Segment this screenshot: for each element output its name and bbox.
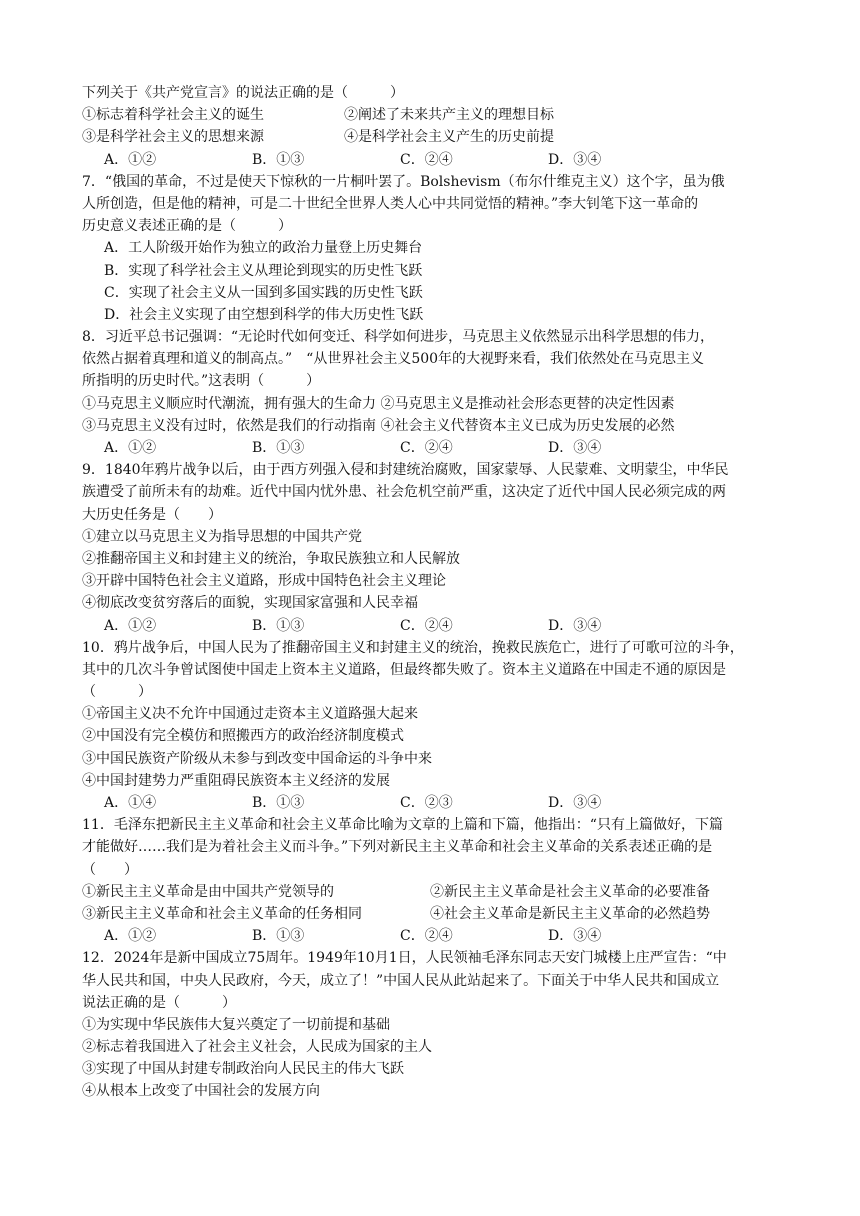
option-a: A．①② (104, 928, 157, 945)
option-a: A．①② (104, 151, 157, 168)
question-9 (82, 459, 782, 637)
option-c: C．实现了社会主义从一国到多国实践的历史性飞跃 (104, 284, 423, 301)
option-d: D．③④ (548, 440, 602, 456)
question-stem: 其中的几次斗争曾试图使中国走上资本主义道路，但最终都失败了。资本主义道路在中国走不通的原因是 (82, 661, 726, 678)
option-c: C．②④ (400, 928, 453, 945)
option-c: C．②④ (400, 151, 453, 168)
option-c: C．②③ (400, 795, 453, 811)
option-d: D．③④ (548, 151, 602, 168)
option-b: B．①③ (252, 928, 305, 945)
option-a: A．①④ (104, 795, 157, 811)
statement: ②推翻帝国主义和封建主义的统治，争取民族独立和人民解放 (82, 550, 460, 567)
option-c: C．②④ (400, 617, 453, 634)
question-stem: 9．1840年鸦片战争以后，由于西方列强入侵和封建统治腐败，国家蒙辱、人民蒙难、文明蒙尘，中华民 (82, 462, 729, 479)
statement-row: ③马克思主义没有过时，依然是我们的行动指南 ④社会主义代替资本主义已成为历史发展的必然 (82, 417, 675, 434)
statement: ③新民主主义革命和社会主义革命的任务相同 (82, 905, 362, 922)
statement-row: ①马克思主义顺应时代潮流，拥有强大的生命力 ②马克思主义是推动社会形态更替的决定性因素 (82, 395, 675, 412)
question-stem: 11．毛泽东把新民主主义革命和社会主义革命比喻为文章的上篇和下篇，他指出：“只有上篇做好，下篇 (82, 817, 723, 834)
question-7 (82, 171, 782, 326)
statement: ④从根本上改变了中国社会的发展方向 (82, 1083, 320, 1100)
statement: ②新民主主义革命是社会主义革命的必要准备 (430, 883, 710, 900)
question-stem: 8．习近平总书记强调：“无论时代如何变迁、科学如何进步，马克思主义依然显示出科学思想的伟力， (82, 329, 715, 346)
question-stem: 12．2024年是新中国成立75周年。1949年10月1日，人民领袖毛泽东同志天安门城楼上庄严宣告：“中 (82, 950, 727, 967)
question-stem: （ ） (82, 861, 138, 878)
question-stem: 大历史任务是（ ） (82, 506, 222, 523)
statement: ①标志着科学社会主义的诞生 (82, 107, 264, 124)
question-stem: 所指明的历史时代。”这表明（ ） (82, 373, 321, 390)
option-d: D．③④ (548, 928, 602, 945)
statement: ③开辟中国特色社会主义道路，形成中国特色社会主义理论 (82, 573, 446, 590)
option-a: A．①② (104, 617, 157, 634)
statement: ④彻底改变贫穷落后的面貌，实现国家富强和人民幸福 (82, 595, 418, 612)
statement-row (82, 126, 782, 148)
question-stem: 族遭受了前所未有的劫难。近代中国内忧外患、社会危机空前严重，这决定了近代中国人民必须完成的两 (82, 484, 726, 501)
answer-options (82, 615, 782, 637)
exam-page (82, 82, 782, 1103)
question-stem: 华人民共和国，中央人民政府，今天，成立了！”中国人民从此站起来了。下面关于中华人民共和国成立 (82, 972, 720, 989)
statement: ②中国没有完全模仿和照搬西方的政治经济制度模式 (82, 728, 404, 745)
statement: ①为实现中华民族伟大复兴奠定了一切前提和基础 (82, 1016, 390, 1033)
statement: ①新民主主义革命是由中国共产党领导的 (82, 883, 334, 900)
question-stem: 才能做好……我们是为着社会主义而斗争。”下列对新民主主义革命和社会主义革命的关系表述正确的是 (82, 839, 713, 856)
option-a: A．工人阶级开始作为独立的政治力量登上历史舞台 (104, 240, 423, 257)
statement: ④中国封建势力严重阻碍民族资本主义经济的发展 (82, 772, 390, 789)
statement: ③是科学社会主义的思想来源 (82, 129, 264, 146)
option-b: B．实现了科学社会主义从理论到现实的历史性飞跃 (104, 262, 423, 279)
question-6 (82, 82, 782, 171)
statement: ①建立以马克思主义为指导思想的中国共产党 (82, 528, 362, 545)
option-a: A．①② (104, 440, 157, 456)
statement: ③实现了中国从封建专制政治向人民民主的伟大飞跃 (82, 1061, 404, 1078)
question-stem: 10．鸦片战争后，中国人民为了推翻帝国主义和封建主义的统治，挽救民族危亡，进行了可歌可泣的斗争， (82, 639, 744, 656)
option-d: D．社会主义实现了由空想到科学的伟大历史性飞跃 (104, 306, 424, 323)
option-b: B．①③ (252, 795, 305, 811)
question-stem: 说法正确的是（ ） (82, 994, 236, 1011)
question-stem: 7．“俄国的革命，不过是使天下惊秋的一片桐叶罢了。Bolshevism（布尔什维克主义）这个字，虽为俄 (82, 173, 725, 190)
option-d: D．③④ (548, 617, 602, 634)
option-b: B．①③ (252, 151, 305, 168)
option-b: B．①③ (252, 617, 305, 634)
question-stem: 历史意义表述正确的是（ ） (82, 218, 292, 235)
option-d: D．③④ (548, 795, 602, 811)
question-11 (82, 814, 782, 947)
option-b: B．①③ (252, 440, 305, 456)
question-8 (82, 326, 782, 459)
question-stem: （ ） (82, 684, 152, 701)
statement: ②标志着我国进入了社会主义社会，人民成为国家的主人 (82, 1039, 432, 1056)
statement: ②阐述了未来共产主义的理想目标 (344, 107, 554, 124)
question-stem: 人所创造，但是他的精神，可是二十世纪全世界人类人心中共同觉悟的精神。”李大钊笔下这一革命的 (82, 195, 699, 212)
statement: ③中国民族资产阶级从未参与到改变中国命运的斗争中来 (82, 750, 432, 767)
statement-row (82, 903, 782, 925)
statement: ④是科学社会主义产生的历史前提 (344, 129, 554, 146)
answer-options (82, 925, 782, 947)
answer-options (82, 149, 782, 171)
statement-row (82, 104, 782, 126)
option-c: C．②④ (400, 440, 453, 456)
answer-options (82, 792, 782, 814)
question-stem: 依然占据着真理和道义的制高点。” “从世界社会主义500年的大视野来看，我们依然处在马克思主义 (82, 351, 705, 368)
question-stem: 下列关于《共产党宣言》的说法正确的是（ ） (82, 85, 404, 101)
answer-options (82, 437, 782, 459)
question-12 (82, 947, 782, 1102)
statement: ①帝国主义决不允许中国通过走资本主义道路强大起来 (82, 706, 418, 723)
question-10 (82, 637, 782, 815)
statement-row (82, 881, 782, 903)
statement: ④社会主义革命是新民主主义革命的必然趋势 (430, 905, 710, 922)
